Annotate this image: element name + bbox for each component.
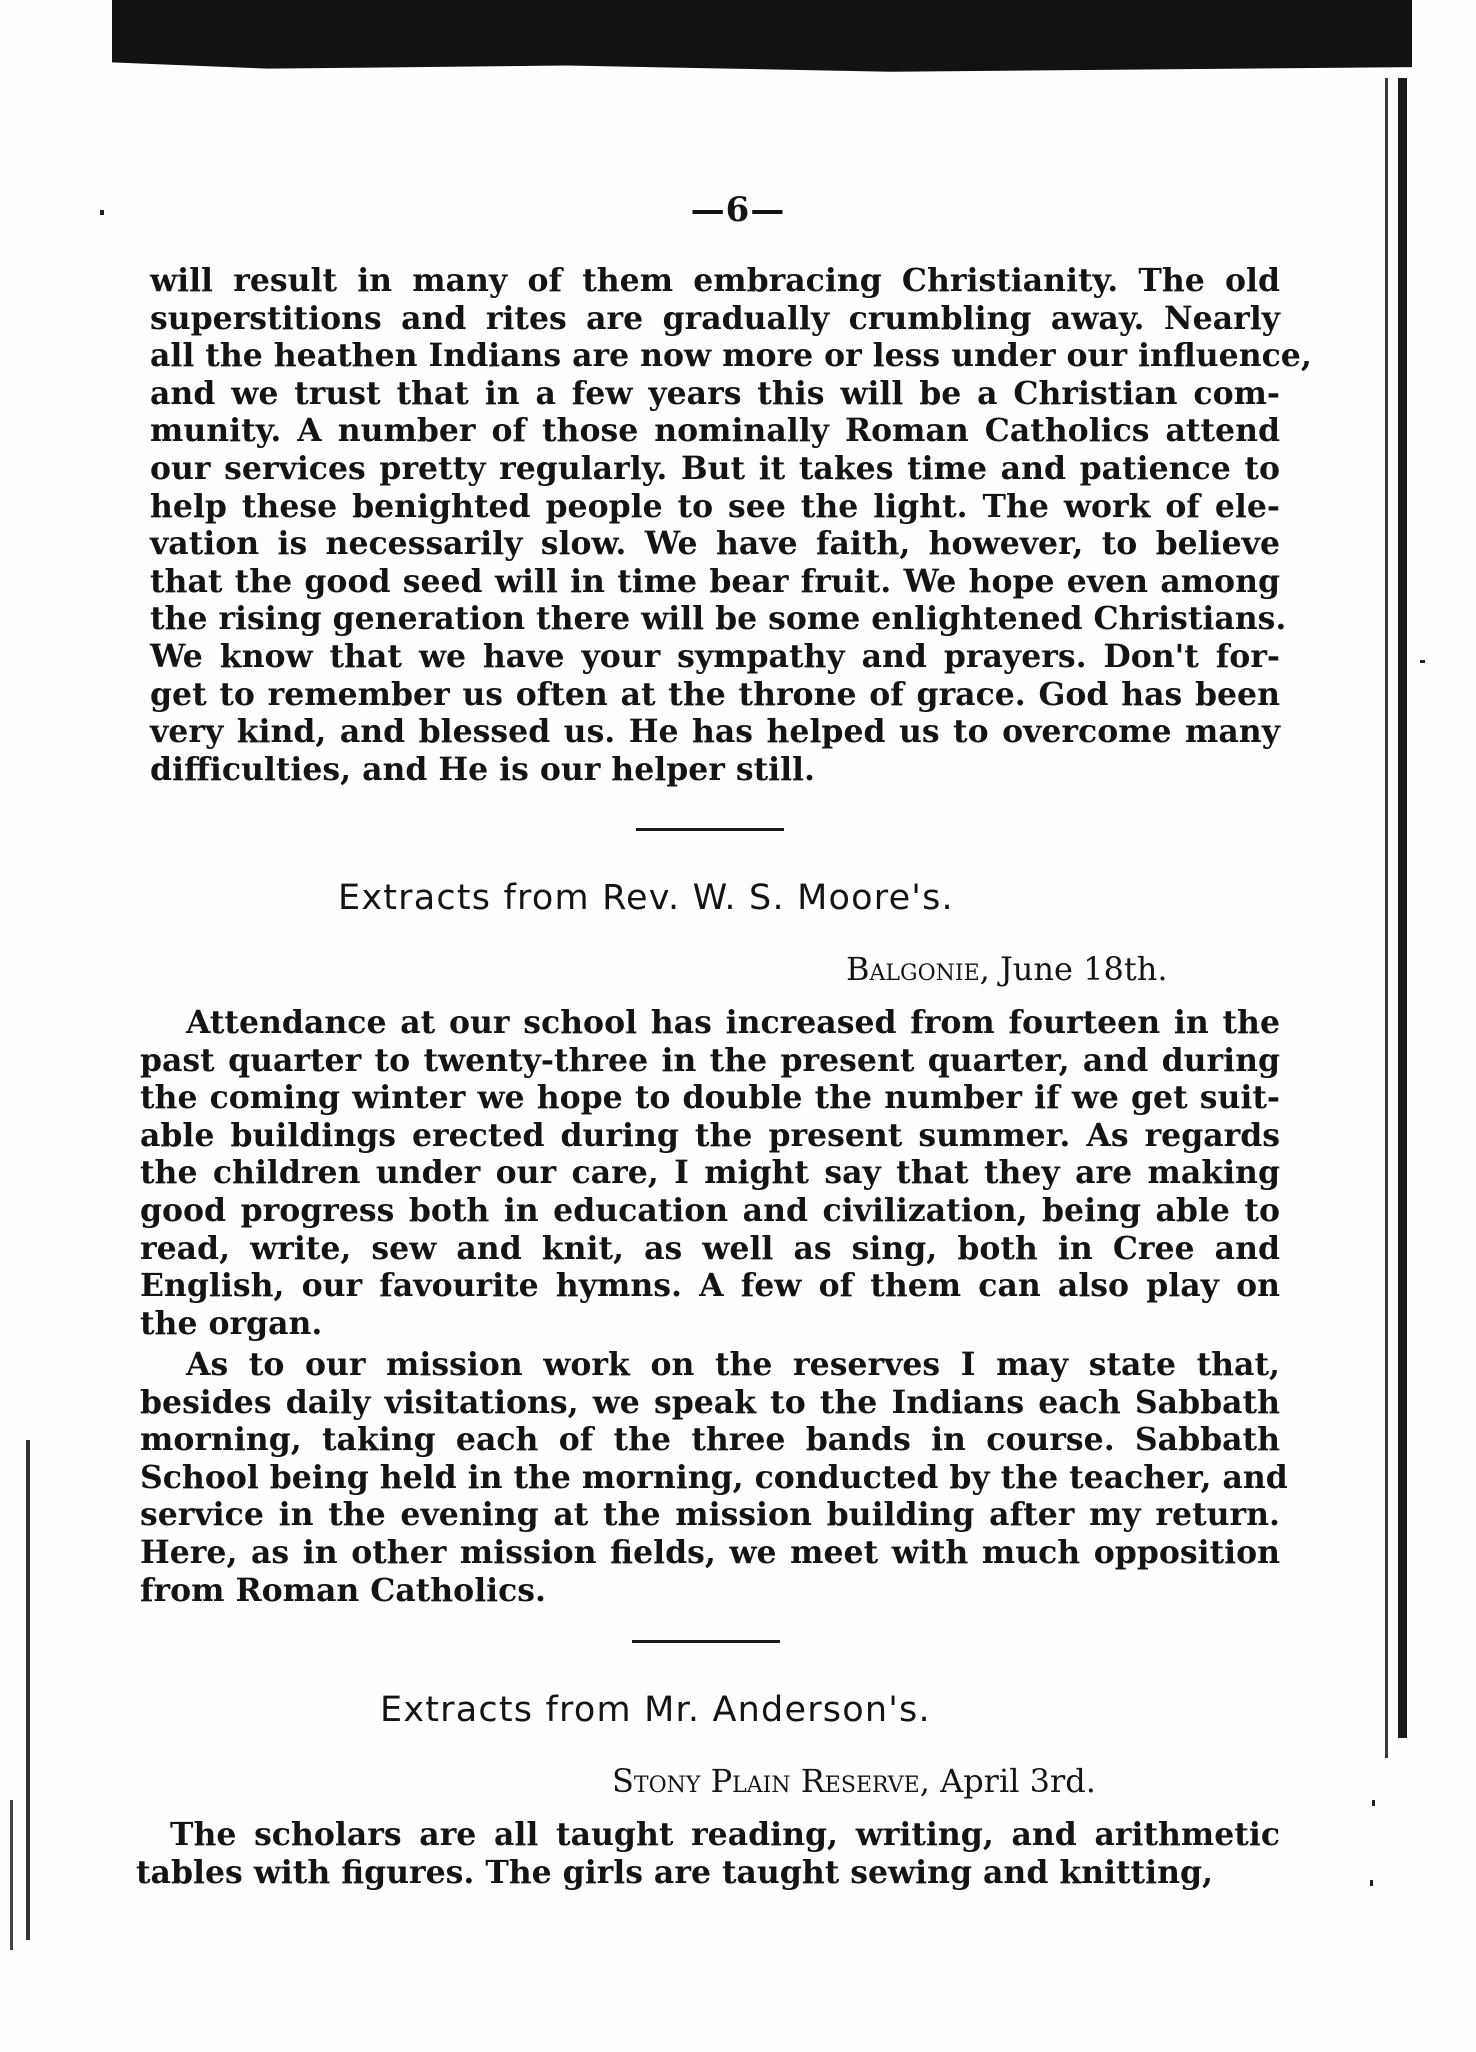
text-line: the rising generation there will be some enlightened Christians.: [150, 600, 1287, 638]
body-paragraph-1: [150, 262, 1312, 788]
text-line: help these benighted people to see the light. The work of ele-: [150, 487, 1280, 525]
text-line: tables with figures. The girls are taught sewing and knitting,: [136, 1853, 1213, 1891]
text-line: superstitions and rites are gradually crumbling away. Nearly: [150, 299, 1280, 337]
text-line: munity. A number of those nominally Roman Catholics attend: [150, 412, 1280, 450]
section-divider: [636, 828, 784, 831]
text-line: Here, as in other mission fields, we meet with much opposition: [140, 1533, 1280, 1571]
text-line: will result in many of them embracing Christianity. The old: [150, 262, 1280, 299]
text-line: the children under our care, I might say that they are making: [140, 1154, 1280, 1192]
scan-speck: [1420, 660, 1425, 663]
text-line: service in the evening at the mission building after my return.: [140, 1496, 1280, 1534]
dateline-date: June 18th.: [999, 950, 1168, 988]
section-heading-anderson: Extracts from Mr. Anderson's.: [380, 1690, 931, 1730]
scan-left-mark-2: [10, 1800, 13, 1950]
dateline-date: April 3rd.: [940, 1762, 1096, 1800]
text-line: English, our favourite hymns. A few of them can also play on: [140, 1267, 1280, 1305]
text-line: able buildings erected during the present summer. As regards: [140, 1116, 1280, 1154]
scan-top-edge: [112, 0, 1412, 78]
page-number: —6—: [690, 190, 786, 230]
text-line: the organ.: [140, 1304, 323, 1342]
page-border-right: [1398, 78, 1407, 1738]
text-line: that the good seed will in time bear fruit. We hope even among: [150, 562, 1280, 600]
text-line: very kind, and blessed us. He has helped us to overcome many: [150, 713, 1280, 751]
scan-speck: [1372, 1800, 1375, 1806]
body-paragraph-anderson: [136, 1816, 1280, 1891]
text-line: As to our mission work on the reserves I may state that,: [186, 1346, 1280, 1383]
dateline-balgonie: [846, 950, 1167, 988]
text-line: morning, taking each of the three bands in course. Sabbath: [140, 1421, 1280, 1459]
scan-speck: [1370, 1880, 1373, 1886]
dateline-place: Balgonie,: [846, 950, 990, 988]
text-line: good progress both in education and civilization, being able to: [140, 1191, 1280, 1229]
text-line: School being held in the morning, conducted by the teacher, and: [140, 1458, 1288, 1496]
text-line: difficulties, and He is our helper still.: [150, 750, 815, 788]
body-paragraph-moore-1: [140, 1004, 1280, 1342]
section-heading-moore: Extracts from Rev. W. S. Moore's.: [338, 878, 954, 918]
text-line: The scholars are all taught reading, writing, and arithmetic: [170, 1816, 1280, 1853]
dateline-place: Stony Plain Reserve,: [612, 1762, 930, 1800]
page-border-right-inner: [1385, 78, 1388, 1758]
text-line: from Roman Catholics.: [140, 1571, 547, 1609]
text-line: our services pretty regularly. But it takes time and patience to: [150, 449, 1280, 487]
scan-left-mark: [26, 1440, 30, 1940]
dateline-stony-plain: [612, 1762, 1096, 1800]
text-line: past quarter to twenty-three in the present quarter, and during: [140, 1041, 1280, 1079]
text-line: vation is necessarily slow. We have faith, however, to believe: [150, 525, 1280, 563]
text-line: all the heathen Indians are now more or less under our influence,: [150, 337, 1312, 375]
text-line: Attendance at our school has increased from fourteen in the: [186, 1004, 1280, 1041]
section-divider: [632, 1640, 780, 1643]
text-line: and we trust that in a few years this will be a Christian com-: [150, 374, 1280, 412]
text-line: besides daily visitations, we speak to the Indians each Sabbath: [140, 1383, 1280, 1421]
text-line: the coming winter we hope to double the number if we get suit-: [140, 1079, 1280, 1117]
text-line: We know that we have your sympathy and prayers. Don't for-: [150, 637, 1280, 675]
text-line: get to remember us often at the throne of grace. God has been: [150, 675, 1280, 713]
text-line: read, write, sew and knit, as well as sing, both in Cree and: [140, 1229, 1280, 1267]
body-paragraph-moore-2: [140, 1346, 1288, 1609]
